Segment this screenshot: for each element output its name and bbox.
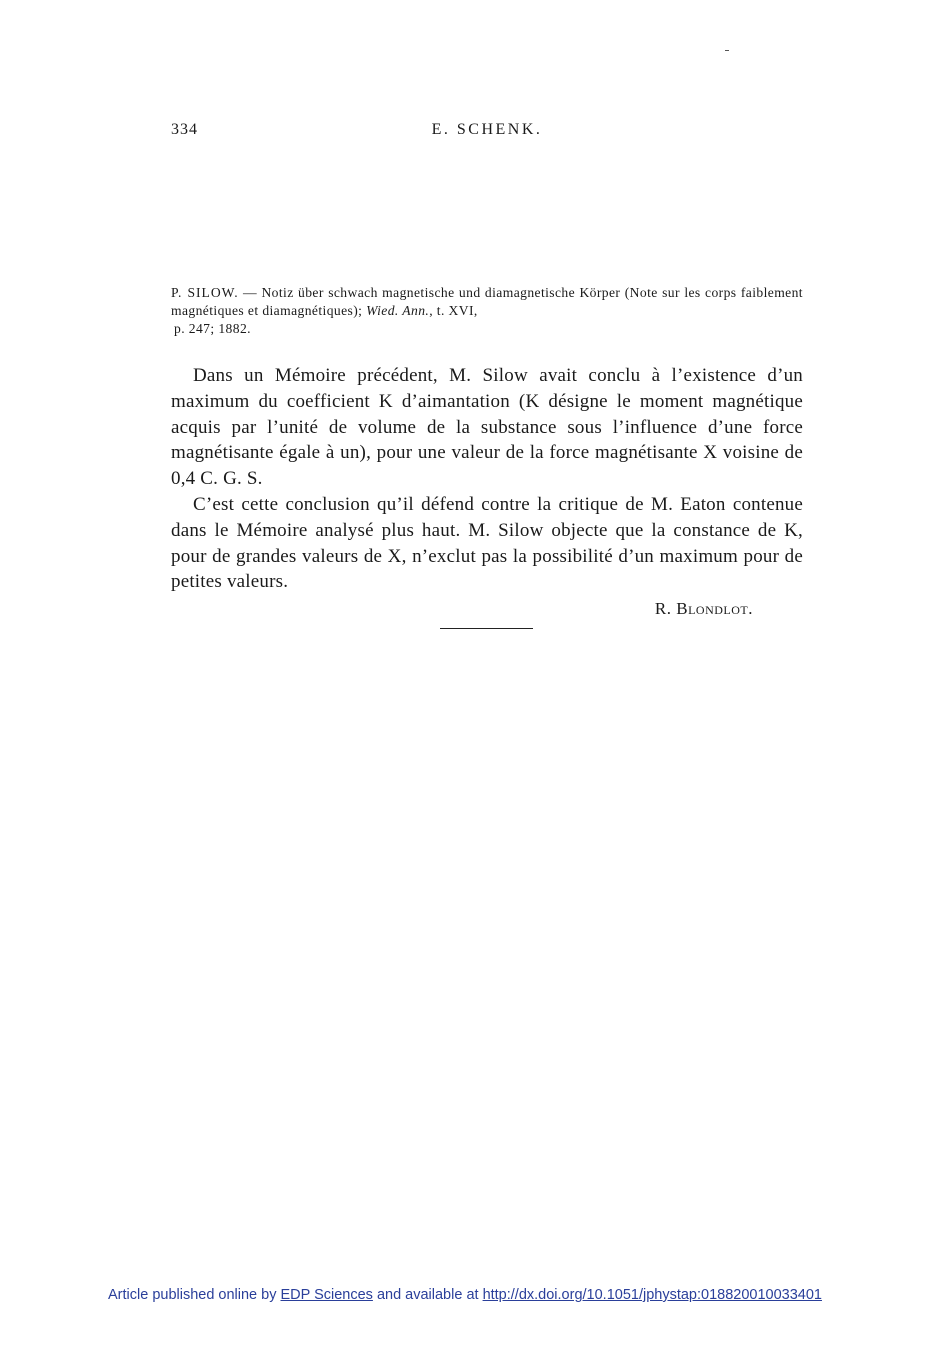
signature-name: Blondlot. <box>676 599 753 619</box>
citation-pages: p. 247; 1882. <box>174 321 251 336</box>
citation-volume: , t. XVI, <box>429 303 478 318</box>
citation-author: P. SILOW. <box>171 285 239 300</box>
body-paragraph: Dans un Mémoire précédent, M. Silow avait conclu à l’existence d’un maximum du coefficient K d’aimantation (K désigne le moment magnétique acquis par l’unité de volume de la substance sous l’influence d’une force magnétisante égale à un), pour une valeur de la force magnétisante X voisine de 0,4 C. G. S. <box>171 365 803 490</box>
running-title: E. SCHENK. <box>431 121 543 138</box>
signature <box>171 596 803 622</box>
footer-prefix: Article published online by <box>108 1287 277 1303</box>
publisher-link[interactable]: EDP Sciences <box>280 1287 373 1303</box>
scan-speck <box>725 50 729 51</box>
citation-dash: — <box>238 285 262 300</box>
page-number: 334 <box>171 121 198 138</box>
article-body <box>171 363 803 622</box>
citation-journal: Wied. Ann. <box>366 303 430 318</box>
page-header <box>171 121 803 143</box>
signature-initial: R. <box>654 599 672 619</box>
footer-middle: and available at <box>376 1287 479 1303</box>
body-paragraph: C’est cette conclusion qu’il défend contre la critique de M. Eaton contenue dans le Mémoire analysé plus haut. M. Silow objecte que la constance de K, pour de grandes valeurs de X, n’exclut pas la possibilité d’un maximum pour de petites valeurs. <box>171 493 803 593</box>
doi-link[interactable]: http://dx.doi.org/10.1051/jphystap:018820010033401 <box>482 1287 822 1303</box>
bibliographic-citation <box>171 284 803 338</box>
citation-title: Notiz über schwach magnetische und diamagnetische Körper (Note sur les corps faiblement magnétiques et diamagnétiques); <box>171 285 803 318</box>
section-divider <box>440 628 533 629</box>
publication-footer <box>0 1287 930 1303</box>
